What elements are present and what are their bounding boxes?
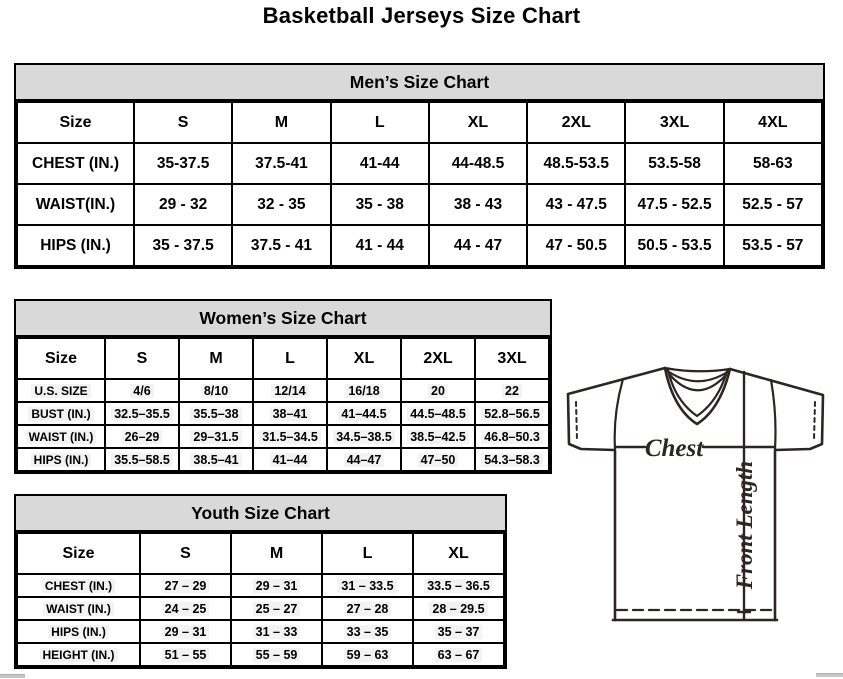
measurement-value-cell — [401, 379, 475, 402]
measurement-value-cell — [140, 643, 231, 666]
mens-size-chart — [14, 63, 825, 269]
measurement-row-label-text: U.S. SIZE — [31, 384, 90, 398]
measurement-value-cell — [475, 448, 549, 471]
womens-table — [16, 337, 550, 472]
measurement-value-text: 35 - 38 — [355, 195, 404, 213]
measurement-row-label-text: HIPS (IN.) — [40, 236, 111, 254]
mens-table — [16, 101, 823, 267]
table-row — [17, 574, 504, 597]
measurement-value-text: 35.5–38 — [190, 407, 241, 421]
measurement-value-cell — [527, 184, 625, 225]
measurement-value-cell — [231, 597, 322, 620]
measurement-value-text: 27 – 28 — [344, 602, 392, 616]
measurement-value-cell — [232, 225, 330, 266]
measurement-value-text: 24 – 25 — [162, 602, 210, 616]
measurement-value-cell — [232, 143, 330, 184]
measurement-value-cell — [625, 225, 723, 266]
measurement-value-cell — [322, 597, 413, 620]
size-column-header: L — [322, 533, 413, 574]
measurement-value-cell — [253, 448, 327, 471]
measurement-value-cell — [322, 620, 413, 643]
page-title: Basketball Jerseys Size Chart — [262, 3, 581, 28]
measurement-value-cell — [105, 448, 179, 471]
measurement-value-cell — [401, 425, 475, 448]
measurement-value-cell — [140, 620, 231, 643]
measurement-row-label-text: WAIST (IN.) — [43, 602, 114, 616]
measurement-value-text: 63 – 67 — [435, 648, 483, 662]
measurement-value-cell — [475, 379, 549, 402]
measurement-value-text: 41-44 — [359, 154, 400, 172]
measurement-value-text: 37.5 - 41 — [250, 236, 313, 254]
size-column-header: M — [232, 102, 330, 143]
measurement-value-cell — [401, 448, 475, 471]
measurement-value-cell — [331, 184, 429, 225]
measurement-value-text: 52.5 - 57 — [742, 195, 804, 213]
measurement-value-text: 44-48.5 — [451, 154, 505, 172]
measurement-value-text: 47–50 — [418, 453, 459, 467]
measurement-row-label — [17, 143, 134, 184]
measurement-value-cell — [134, 225, 232, 266]
measurement-row-label-text: HIPS (IN.) — [31, 453, 92, 467]
measurement-value-text: 32 - 35 — [257, 195, 306, 213]
measurement-value-text: 41 - 44 — [355, 236, 404, 254]
measurement-value-text: 16/18 — [345, 384, 382, 398]
measurement-value-text: 8/10 — [201, 384, 231, 398]
measurement-value-cell — [429, 184, 527, 225]
measurement-value-cell — [105, 402, 179, 425]
measurement-value-text: 52.8–56.5 — [481, 407, 543, 421]
measurement-value-cell — [413, 597, 504, 620]
size-column-header: M — [231, 533, 322, 574]
measurement-value-cell — [253, 425, 327, 448]
jersey-left-cuff-dashed-line — [576, 402, 577, 440]
size-header-cell: Size — [17, 533, 140, 574]
table-row — [17, 643, 504, 666]
measurement-value-text: 41–44.5 — [338, 407, 389, 421]
measurement-row-label-text: CHEST (IN.) — [42, 579, 115, 593]
measurement-value-cell — [331, 143, 429, 184]
measurement-value-cell — [327, 448, 401, 471]
measurement-value-cell — [625, 143, 723, 184]
measurement-value-cell — [253, 379, 327, 402]
measurement-value-text: 44.5–48.5 — [407, 407, 469, 421]
measurement-value-cell — [231, 643, 322, 666]
size-column-header: S — [140, 533, 231, 574]
measurement-value-cell — [179, 425, 253, 448]
size-column-header: 4XL — [724, 102, 822, 143]
measurement-row-label-text: WAIST (IN.) — [26, 430, 97, 444]
measurement-row-label — [17, 643, 140, 666]
measurement-value-text: 48.5-53.5 — [543, 154, 610, 172]
chest-label: Chest — [644, 435, 704, 462]
measurement-value-text: 33.5 – 36.5 — [424, 579, 493, 593]
measurement-value-cell — [327, 402, 401, 425]
measurement-value-text: 38 - 43 — [453, 195, 503, 213]
measurement-value-cell — [724, 225, 822, 266]
measurement-value-text: 51 – 55 — [162, 648, 210, 662]
measurement-value-text: 35.5–58.5 — [111, 453, 173, 467]
measurement-value-text: 47.5 - 52.5 — [637, 195, 712, 213]
table-row — [17, 379, 549, 402]
measurement-row-label — [17, 402, 105, 425]
table-row — [17, 184, 822, 225]
measurement-row-label — [17, 379, 105, 402]
womens-size-chart — [14, 299, 552, 474]
front-length-label: Front Length — [732, 460, 757, 590]
size-column-header: L — [253, 338, 327, 379]
measurement-value-cell — [232, 184, 330, 225]
jersey-diagram — [563, 362, 829, 628]
measurement-value-cell — [429, 143, 527, 184]
measurement-value-text: 27 – 29 — [162, 579, 210, 593]
measurement-value-text: 53.5 - 57 — [742, 236, 804, 254]
measurement-value-text: 32.5–35.5 — [111, 407, 173, 421]
youth-chart-title: Youth Size Chart — [16, 496, 505, 532]
table-row — [17, 448, 549, 471]
measurement-value-text: 53.5-58 — [648, 154, 701, 172]
measurement-value-cell — [327, 425, 401, 448]
measurement-value-text: 25 – 27 — [253, 602, 301, 616]
womens-chart-title: Women’s Size Chart — [16, 301, 550, 337]
size-column-header: S — [134, 102, 232, 143]
measurement-value-cell — [413, 620, 504, 643]
measurement-value-text: 44–47 — [344, 453, 385, 467]
measurement-value-cell — [413, 574, 504, 597]
measurement-value-text: 55 – 59 — [253, 648, 301, 662]
measurement-value-cell — [331, 225, 429, 266]
measurement-value-text: 20 — [428, 384, 448, 398]
jersey-collar-back-line — [665, 368, 730, 371]
measurement-row-label-text: HEIGHT (IN.) — [40, 648, 118, 662]
size-column-header: L — [331, 102, 429, 143]
measurement-value-text: 31 – 33.5 — [338, 579, 396, 593]
measurement-value-cell — [322, 643, 413, 666]
measurement-value-cell — [105, 379, 179, 402]
size-column-header: 3XL — [475, 338, 549, 379]
measurement-row-label — [17, 620, 140, 643]
measurement-value-cell — [625, 184, 723, 225]
measurement-value-text: 29–31.5 — [190, 430, 241, 444]
measurement-value-cell — [253, 402, 327, 425]
measurement-row-label — [17, 448, 105, 471]
measurement-row-label — [17, 184, 134, 225]
measurement-value-text: 38–41 — [270, 407, 311, 421]
jersey-right-cuff-dashed-line — [814, 402, 815, 440]
table-row — [17, 597, 504, 620]
table-row — [17, 402, 549, 425]
measurement-value-cell — [429, 225, 527, 266]
measurement-value-text: 12/14 — [271, 384, 308, 398]
size-column-header: 2XL — [401, 338, 475, 379]
measurement-value-cell — [231, 620, 322, 643]
measurement-value-cell — [105, 425, 179, 448]
measurement-value-text: 47 - 50.5 — [545, 236, 607, 254]
size-column-header: 2XL — [527, 102, 625, 143]
jersey-right-sleeve-seam — [771, 380, 776, 449]
size-header-cell: Size — [17, 102, 134, 143]
measurement-value-cell — [140, 574, 231, 597]
measurement-value-text: 41–44 — [270, 453, 311, 467]
size-column-header: S — [105, 338, 179, 379]
measurement-value-text: 43 - 47.5 — [545, 195, 607, 213]
measurement-value-cell — [413, 643, 504, 666]
measurement-row-label-text: CHEST (IN.) — [32, 154, 119, 172]
measurement-value-text: 28 – 29.5 — [429, 602, 487, 616]
table-row — [17, 225, 822, 266]
measurement-value-text: 22 — [502, 384, 522, 398]
jersey-left-sleeve-seam — [615, 379, 623, 449]
measurement-value-text: 35 – 37 — [435, 625, 483, 639]
measurement-value-text: 29 – 31 — [162, 625, 210, 639]
measurement-value-cell — [134, 143, 232, 184]
size-column-header: XL — [413, 533, 504, 574]
measurement-row-label — [17, 574, 140, 597]
measurement-value-text: 4/6 — [130, 384, 153, 398]
measurement-value-text: 38.5–41 — [190, 453, 241, 467]
measurement-value-cell — [527, 143, 625, 184]
measurement-value-text: 31.5–34.5 — [259, 430, 321, 444]
size-header-cell: Size — [17, 338, 105, 379]
measurement-value-cell — [527, 225, 625, 266]
measurement-value-text: 33 – 35 — [344, 625, 392, 639]
measurement-value-text: 26–29 — [122, 430, 163, 444]
table-row — [17, 425, 549, 448]
measurement-value-cell — [322, 574, 413, 597]
measurement-value-text: 58-63 — [753, 154, 793, 172]
table-row — [17, 620, 504, 643]
measurement-value-text: 29 - 32 — [159, 195, 208, 213]
measurement-row-label-text: HIPS (IN.) — [48, 625, 109, 639]
measurement-row-label — [17, 425, 105, 448]
measurement-value-cell — [231, 574, 322, 597]
size-column-header: M — [179, 338, 253, 379]
youth-table — [16, 532, 505, 667]
measurement-value-cell — [179, 379, 253, 402]
measurement-value-cell — [401, 402, 475, 425]
measurement-value-text: 54.3–58.3 — [481, 453, 543, 467]
measurement-value-cell — [724, 143, 822, 184]
size-column-header: 3XL — [625, 102, 723, 143]
measurement-value-text: 29 – 31 — [253, 579, 301, 593]
size-column-header: XL — [327, 338, 401, 379]
measurement-row-label-text: BUST (IN.) — [28, 407, 93, 421]
measurement-value-text: 38.5–42.5 — [407, 430, 469, 444]
measurement-value-cell — [134, 184, 232, 225]
measurement-value-cell — [327, 379, 401, 402]
measurement-value-text: 37.5-41 — [255, 154, 308, 172]
measurement-value-text: 35 - 37.5 — [152, 236, 214, 254]
measurement-value-cell — [475, 425, 549, 448]
measurement-row-label-text: WAIST(IN.) — [35, 195, 116, 213]
table-row — [17, 143, 822, 184]
measurement-value-text: 59 – 63 — [344, 648, 392, 662]
mens-chart-title: Men’s Size Chart — [16, 65, 823, 101]
size-column-header: XL — [429, 102, 527, 143]
measurement-value-cell — [140, 597, 231, 620]
measurement-value-text: 35-37.5 — [156, 154, 210, 172]
measurement-value-text: 31 – 33 — [253, 625, 301, 639]
measurement-value-cell — [179, 402, 253, 425]
youth-size-chart — [14, 494, 507, 669]
scrollbar-fragment-right[interactable] — [816, 673, 843, 677]
measurement-value-cell — [475, 402, 549, 425]
measurement-value-cell — [724, 184, 822, 225]
measurement-value-text: 46.8–50.3 — [481, 430, 543, 444]
scrollbar-fragment-left[interactable] — [0, 674, 25, 678]
measurement-value-text: 34.5–38.5 — [333, 430, 395, 444]
measurement-value-text: 50.5 - 53.5 — [637, 236, 712, 254]
measurement-row-label — [17, 225, 134, 266]
measurement-value-cell — [179, 448, 253, 471]
measurement-value-text: 44 - 47 — [453, 236, 503, 254]
measurement-row-label — [17, 597, 140, 620]
